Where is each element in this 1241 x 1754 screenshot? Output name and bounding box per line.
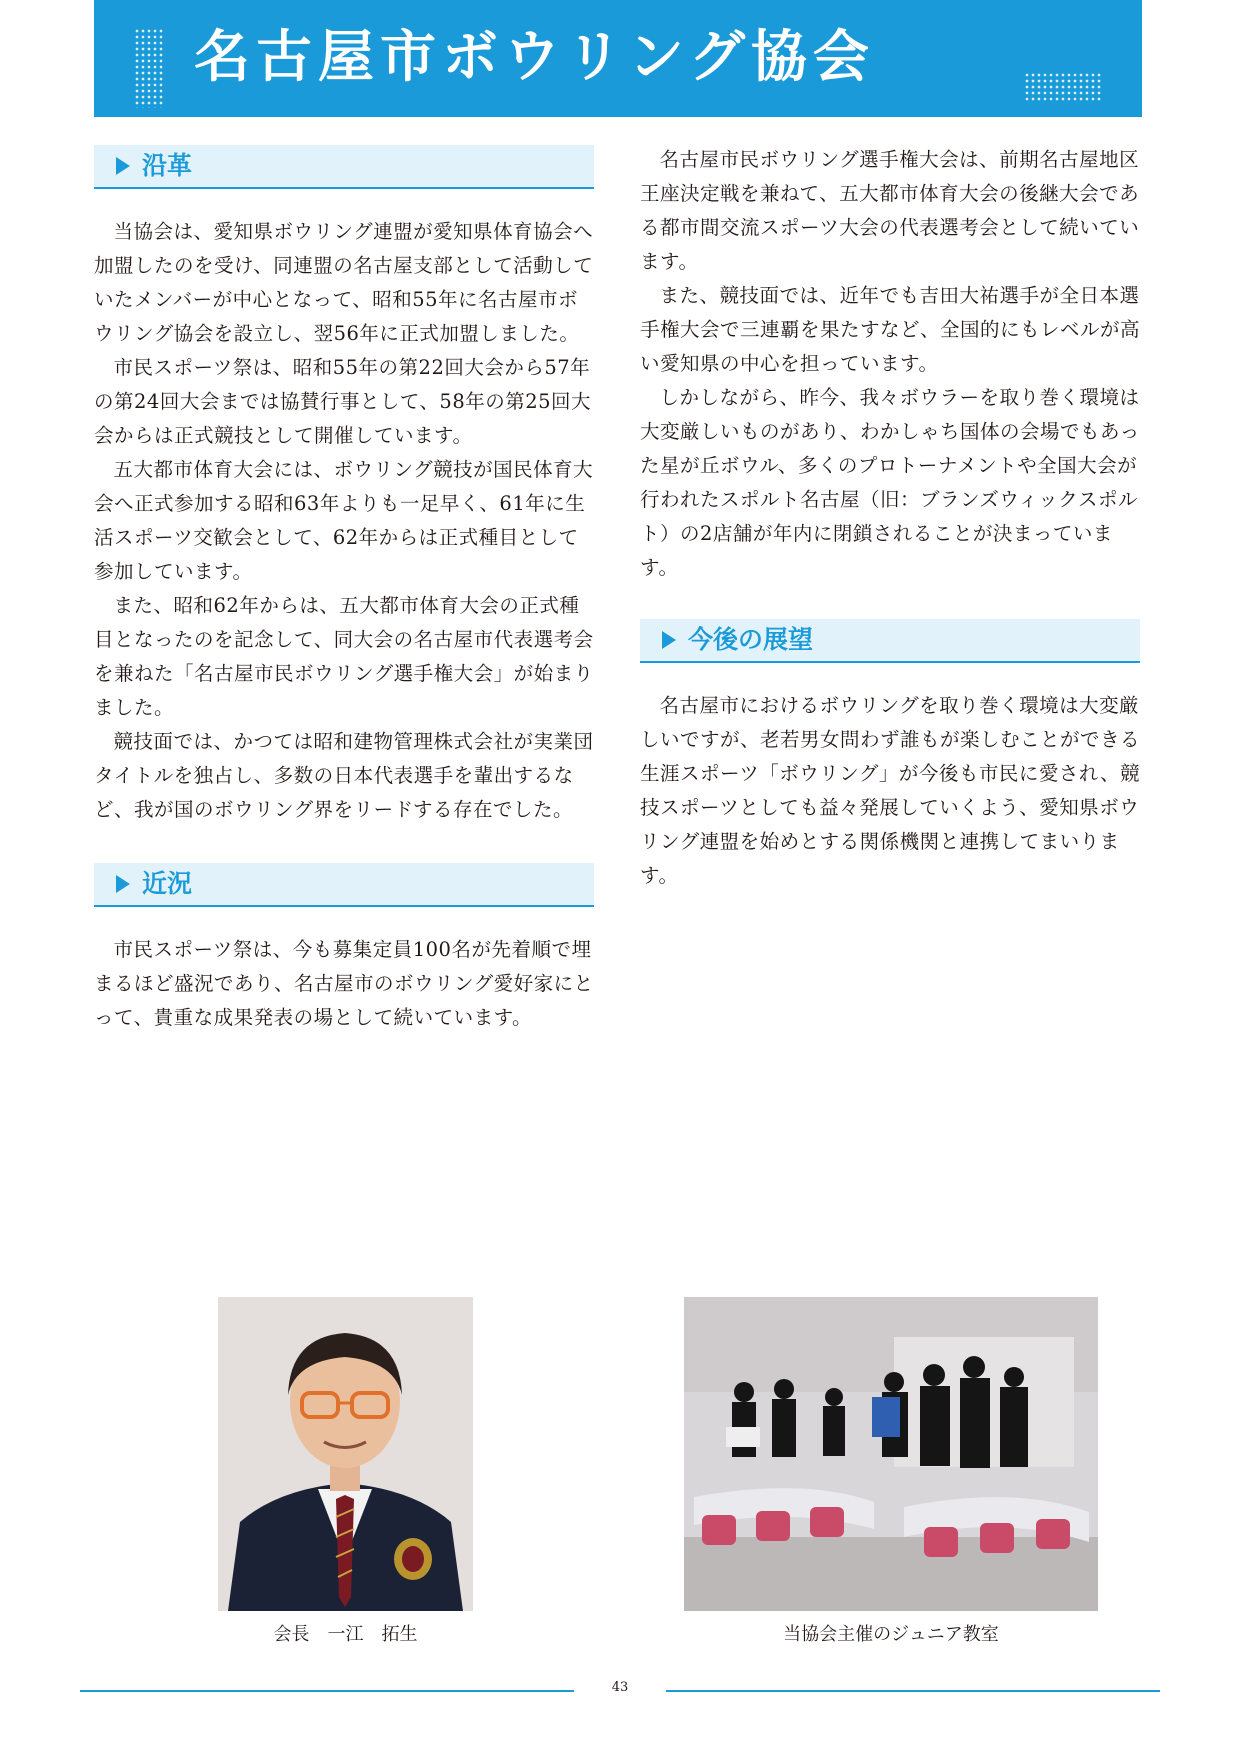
section-heading-history <box>94 145 594 189</box>
junior-class-photo <box>684 1297 1098 1611</box>
president-portrait-photo <box>218 1297 473 1611</box>
photo-caption: 会長 一江 拓生 <box>273 1624 418 1645</box>
title-banner <box>94 0 1142 117</box>
page-number: 43 <box>611 1680 629 1695</box>
footer-divider <box>666 1690 1160 1692</box>
footer-divider <box>80 1690 574 1692</box>
paragraph: 名古屋市民ボウリング選手権大会は、前期名古屋地区王座決定戦を兼ねて、五大都市体育大会の後継大会である都市間交流スポーツ大会の代表選考会として続いています。 <box>640 148 1140 273</box>
left-column <box>94 145 594 1035</box>
right-column <box>640 145 1140 893</box>
section-heading-outlook <box>640 619 1140 663</box>
paragraph: 市民スポーツ祭は、昭和55年の第22回大会から57年の第24回大会までは協賛行事として、58年の第25回大会からは正式競技として開催しています。 <box>94 356 592 447</box>
paragraph: 五大都市体育大会には、ボウリング競技が国民体育大会へ正式参加する昭和63年よりも一足早く、61年に生活スポーツ交歓会として、62年からは正式種目として参加しています。 <box>94 458 594 583</box>
section-heading-recent <box>94 863 594 907</box>
photo-caption: 当協会主催のジュニア教室 <box>783 1624 999 1645</box>
triangle-bullet-icon <box>116 157 130 175</box>
page-title: 名古屋市ボウリング協会 <box>194 25 875 90</box>
dot-pattern-decoration <box>134 28 164 108</box>
section-heading-label: 沿革 <box>142 151 193 180</box>
paragraph: また、競技面では、近年でも吉田大祐選手が全日本選手権大会で三連覇を果たすなど、全国的にもレベルが高い愛知県の中心を担っています。 <box>640 284 1141 375</box>
paragraph: 名古屋市におけるボウリングを取り巻く環境は大変厳しいですが、老若男女問わず誰もが楽しむことができる生涯スポーツ「ボウリング」が今後も市民に愛され、競技スポーツとしても益々発展していくよう、愛知県ボウリング連盟を始めとする関係機関と連携してまいります。 <box>640 694 1141 887</box>
section-heading-label: 今後の展望 <box>688 625 814 654</box>
paragraph: また、昭和62年からは、五大都市体育大会の正式種目となったのを記念して、同大会の名古屋市代表選考会を兼ねた「名古屋市民ボウリング選手権大会」が始まりました。 <box>94 594 594 719</box>
dot-pattern-decoration <box>1024 72 1102 102</box>
paragraph: 当協会は、愛知県ボウリング連盟が愛知県体育協会へ加盟したのを受け、同連盟の名古屋支部として活動していたメンバーが中心となって、昭和55年に名古屋市ボウリング協会を設立し、翌56年に正式加盟しました。 <box>94 220 594 345</box>
triangle-bullet-icon <box>662 631 676 649</box>
paragraph: 競技面では、かつては昭和建物管理株式会社が実業団タイトルを独占し、多数の日本代表選手を輩出するなど、我が国のボウリング界をリードする存在でした。 <box>94 730 594 821</box>
section-heading-label: 近況 <box>142 869 193 898</box>
paragraph: しかしながら、昨今、我々ボウラーを取り巻く環境は大変厳しいものがあり、わかしゃち国体の会場でもあった星が丘ボウル、多くのプロトーナメントや全国大会が行われたスポルト名古屋（旧：ブランズウィックスポルト）の2店舗が年内に閉鎖されることが決まっています。 <box>640 386 1140 579</box>
paragraph: 市民スポーツ祭は、今も募集定員100名が先着順で埋まるほど盛況であり、名古屋市のボウリング愛好家にとって、貴重な成果発表の場として続いています。 <box>94 938 594 1029</box>
triangle-bullet-icon <box>116 875 130 893</box>
